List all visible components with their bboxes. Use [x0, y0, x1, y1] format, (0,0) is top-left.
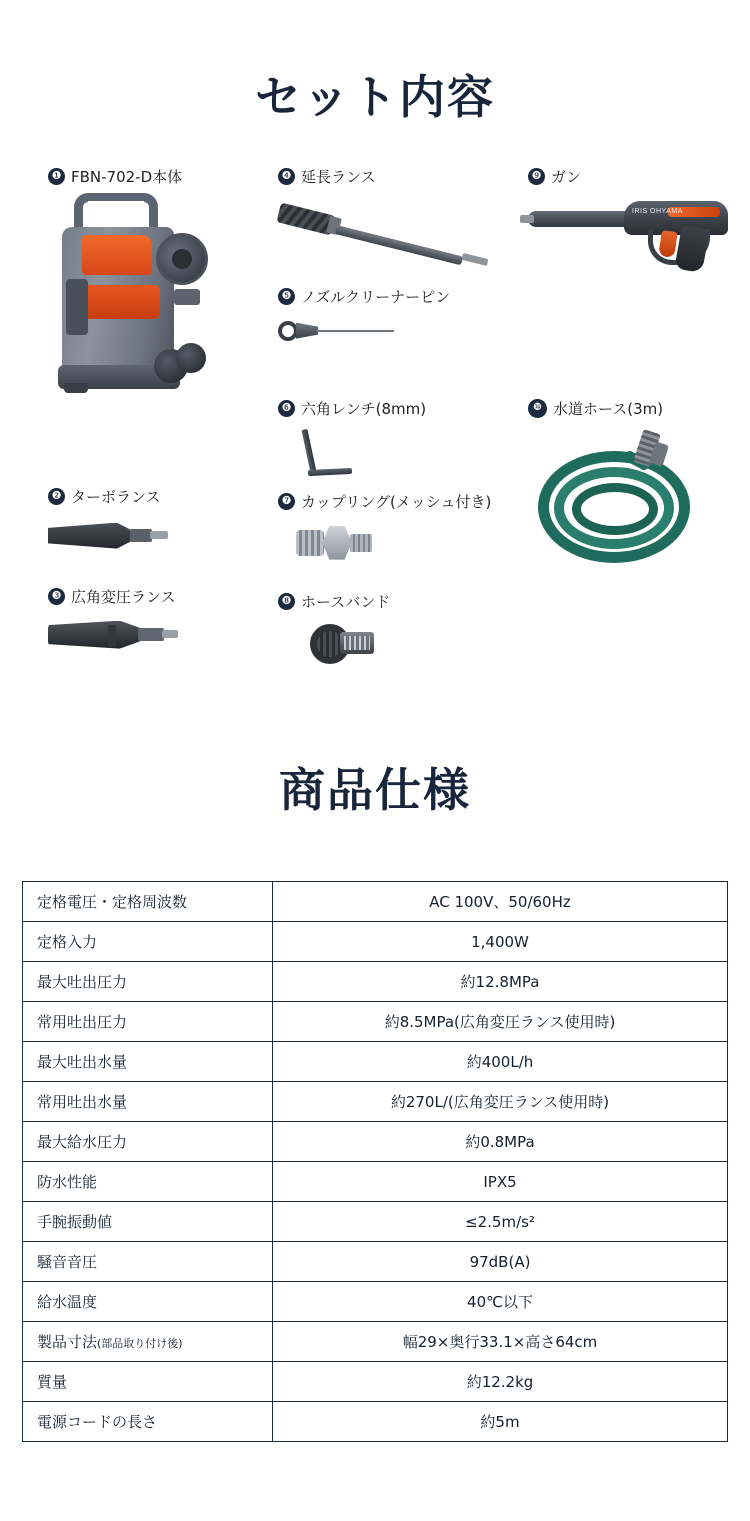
set-item-text-4: 延長ランス	[301, 167, 376, 186]
table-row	[23, 1122, 728, 1162]
spec-key: 最大吐出水量	[23, 1042, 273, 1082]
spec-value: 約400L/h	[273, 1042, 728, 1082]
spec-key: 最大吐出圧力	[23, 962, 273, 1002]
spec-key-main: 製品寸法	[37, 1333, 98, 1352]
set-contents-title: セット内容	[255, 69, 495, 124]
pressure-washer-icon	[48, 193, 218, 393]
badge-number-5: ❺	[278, 288, 295, 305]
spec-key: 給水温度	[23, 1282, 273, 1322]
spec-table-wrap	[0, 881, 750, 1482]
set-contents-area	[0, 166, 750, 706]
spec-value: ≤2.5m/s²	[273, 1202, 728, 1242]
badge-number-4: ❹	[278, 168, 295, 185]
set-item-label-5	[278, 286, 450, 307]
set-item-text-10: 水道ホース(3m)	[553, 399, 664, 418]
set-item-turbo-lance	[48, 486, 178, 559]
spec-key: 常用吐出水量	[23, 1082, 273, 1122]
table-row	[23, 1082, 728, 1122]
badge-number-8: ❽	[278, 593, 295, 610]
set-item-text-3: 広角変圧ランス	[71, 587, 176, 606]
turbo-lance-icon	[48, 513, 178, 559]
spec-key: 電源コードの長さ	[23, 1402, 273, 1442]
set-item-main-body	[48, 166, 218, 393]
set-item-label-8	[278, 591, 390, 612]
badge-number-9: ❾	[528, 168, 545, 185]
table-row	[23, 1042, 728, 1082]
badge-number-2: ❷	[48, 488, 65, 505]
spec-title: 商品仕様	[279, 763, 471, 818]
spec-key: 常用吐出圧力	[23, 1002, 273, 1042]
spec-key: 防水性能	[23, 1162, 273, 1202]
set-item-text-7: カップリング(メッシュ付き)	[301, 492, 492, 511]
table-row	[23, 1242, 728, 1282]
set-item-label-3	[48, 586, 188, 607]
wide-angle-lance-icon	[48, 613, 188, 659]
gun-brand-text: IRIS OHYAMA	[632, 207, 683, 215]
badge-number-3: ❸	[48, 588, 65, 605]
spec-value: AC 100V、50/60Hz	[273, 882, 728, 922]
set-item-coupling	[278, 491, 491, 570]
set-item-text-5: ノズルクリーナーピン	[301, 287, 451, 306]
spray-gun-icon	[528, 193, 738, 273]
hose-band-icon	[296, 618, 390, 670]
nozzle-cleaner-pin-icon	[278, 313, 450, 349]
set-item-text-9: ガン	[551, 167, 582, 186]
set-item-label-4	[278, 166, 508, 187]
spec-key: 質量	[23, 1362, 273, 1402]
badge-number-7: ❼	[278, 493, 295, 510]
set-item-wide-lance	[48, 586, 188, 659]
set-item-label-6	[278, 398, 426, 419]
spec-key: 定格電圧・定格周波数	[23, 882, 273, 922]
spec-key: 最大給水圧力	[23, 1122, 273, 1162]
badge-number-10: ❿	[528, 399, 547, 418]
spec-value: 1,400W	[273, 922, 728, 962]
product-info-page	[0, 31, 750, 1482]
set-item-water-hose	[528, 398, 718, 575]
hex-wrench-icon	[300, 425, 426, 485]
table-row	[23, 882, 728, 922]
set-item-extension-lance	[278, 166, 508, 253]
coupling-icon	[292, 518, 491, 570]
spec-key-sub: (部品取り付け後)	[97, 1337, 183, 1351]
spec-table	[22, 881, 728, 1442]
set-item-nozzle-pin	[278, 286, 450, 349]
spec-value: 約12.8MPa	[273, 962, 728, 1002]
table-row	[23, 1202, 728, 1242]
set-item-label-9	[528, 166, 738, 187]
table-row	[23, 1002, 728, 1042]
set-item-label-2	[48, 486, 178, 507]
badge-number-6: ❻	[278, 400, 295, 417]
spec-value: 約270L/(広角変圧ランス使用時)	[273, 1082, 728, 1122]
set-item-label-10	[528, 398, 718, 419]
spec-value: 約0.8MPa	[273, 1122, 728, 1162]
spec-value: 40℃以下	[273, 1282, 728, 1322]
set-item-text-2: ターボランス	[71, 487, 161, 506]
set-item-text-8: ホースバンド	[301, 592, 391, 611]
spec-value: 約8.5MPa(広角変圧ランス使用時)	[273, 1002, 728, 1042]
set-item-hose-band	[278, 591, 390, 670]
spec-value: 約5m	[273, 1402, 728, 1442]
set-item-hex-wrench	[278, 398, 426, 485]
set-item-text-6: 六角レンチ(8mm)	[301, 399, 427, 418]
spec-value: IPX5	[273, 1162, 728, 1202]
set-item-spray-gun	[528, 166, 738, 273]
table-row	[23, 1362, 728, 1402]
spec-value: 約12.2kg	[273, 1362, 728, 1402]
water-hose-icon	[528, 425, 718, 575]
table-row	[23, 1402, 728, 1442]
spec-value: 97dB(A)	[273, 1242, 728, 1282]
set-item-label-1	[48, 166, 218, 187]
table-row	[23, 962, 728, 1002]
spec-key: 騒音音圧	[23, 1242, 273, 1282]
spec-key: 定格入力	[23, 922, 273, 962]
spec-key: 手腕振動値	[23, 1202, 273, 1242]
spec-value: 幅29×奥行33.1×高さ64cm	[273, 1322, 728, 1362]
table-row	[23, 1282, 728, 1322]
extension-lance-icon	[278, 193, 508, 253]
table-row	[23, 1162, 728, 1202]
badge-number-1: ❶	[48, 168, 65, 185]
table-row	[23, 1322, 728, 1362]
set-item-label-7	[278, 491, 491, 512]
table-row	[23, 922, 728, 962]
spec-key	[23, 1322, 273, 1362]
set-item-text-1: FBN-702-D本体	[71, 167, 183, 186]
